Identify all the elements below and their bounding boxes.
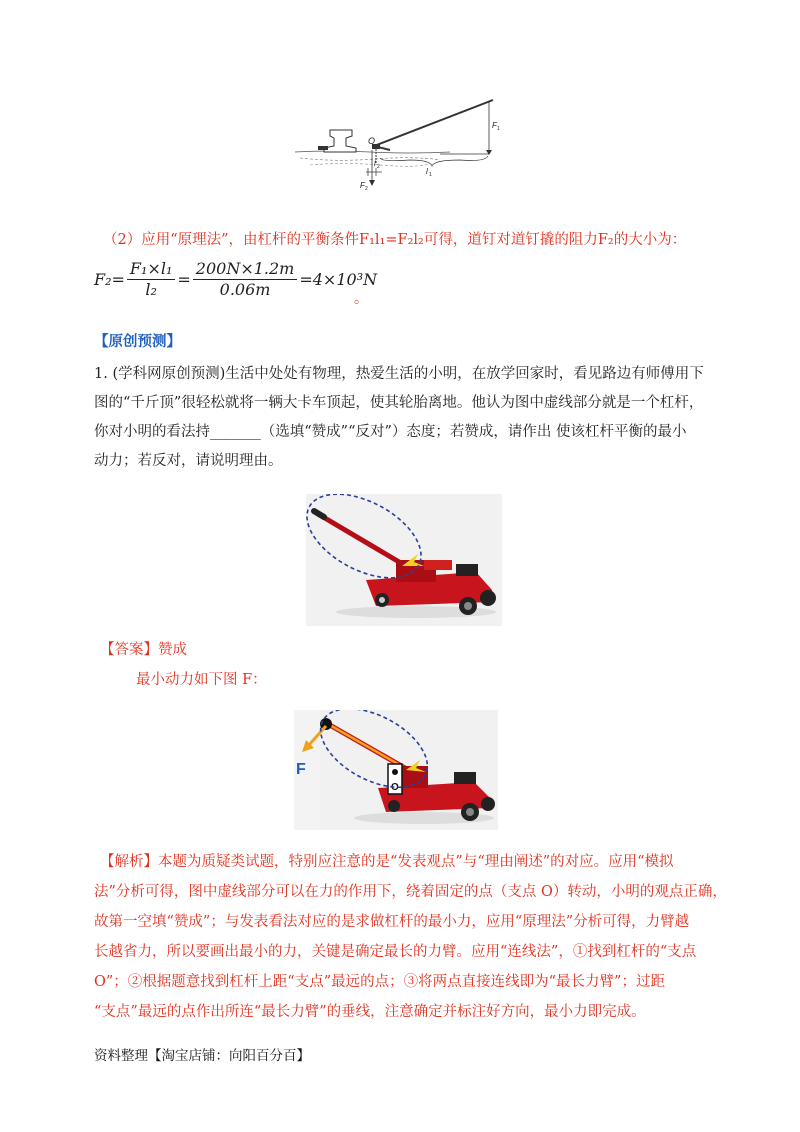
force-formula: F₂= $\frac{\text{F₁×l₁}}{\text{l₂}}$ = $\frac{200N\times 1.2m}{0.06m}$ =4×10³N [94,258,378,299]
jack-photo-2 [294,710,498,830]
label-force-F: F [296,761,306,778]
answer-line [100,640,187,660]
label-F2: F [360,181,365,190]
question-line-4: 动力；若反对，请说明理由。 [94,453,283,469]
formula-fraction-2: $\frac{200N\times 1.2m}{0.06m}$ [193,259,298,300]
footer-source: 资料整理【淘宝店铺：向阳百分百】 [94,1048,310,1064]
label-pivot-O: O [391,782,399,793]
svg-text:2: 2 [365,186,368,192]
label-F1: F [492,121,497,130]
svg-text:1: 1 [497,126,500,132]
section-heading: 【原创预测】 [94,333,181,350]
question-line-3: 你对小明的看法持_______（选填“赞成”“反对”）态度；若赞成，请作出 使该杠杆平衡的最小 [94,424,687,440]
label-l1: l [426,167,428,176]
answer-value: 赞成 [158,642,187,658]
formula-lhs: F₂= [94,269,125,289]
answer-subline: 最小动力如下图 F： [136,672,267,688]
analysis-line-1: 【解析】本题为质疑类试题，特别应注意的是“发表观点”与“理由阐述”的对应。应用“模拟 [100,854,674,870]
analysis-line-3: 故第一空填“赞成”；与发表看法对应的是求做杠杆的最小力，应用“原理法”分析可得，力臂越 [94,914,690,930]
question-line-1: 1. (学科网原创预测)生活中处处有物理，热爱生活的小明，在放学回家时，看见路边有师傅用下 [94,366,704,382]
lever-diagram [290,92,500,192]
jack-photo-1 [306,494,502,626]
question-line-2: 图的“千斤顶”很轻松就将一辆大卡车顶起，使其轮胎离地。他认为图中虚线部分就是一个杠杆， [94,395,704,411]
formula-fraction-1: $\frac{\text{F₁×l₁}}{\text{l₂}}$ [127,259,175,300]
analysis-line-5: O”；②根据题意找到杠杆上距“支点”最远的点；③将两点直接连线即为“最长力臂”；过距 [94,974,665,990]
label-O: O [368,136,376,146]
analysis-line-2: 法”分析可得，图中虚线部分可以在力的作用下，绕着固定的点（支点 O）转动，小明的观点正确， [94,884,727,900]
analysis-line-4: 长越省力，所以要画出最小的力，关键是确定最长的力臂。应用“连线法”，①找到杠杆的“支点 [94,944,697,960]
label-l2: l [374,161,376,168]
formula-result: =4×10³N [299,269,378,289]
svg-text:1: 1 [429,172,432,178]
svg-text:2: 2 [377,164,380,170]
analysis-line-6: “支点”最远的点作出所连“最长力臂”的垂线，注意确定并标注好方向，最小力即完成。 [94,1004,646,1020]
step2-text: （2）应用“原理法”，由杠杆的平衡条件F₁l₁=F₂l₂可得，道钉对道钉撬的阻力F₂的大小为： [103,232,687,248]
answer-label: 【答案】 [100,642,158,658]
